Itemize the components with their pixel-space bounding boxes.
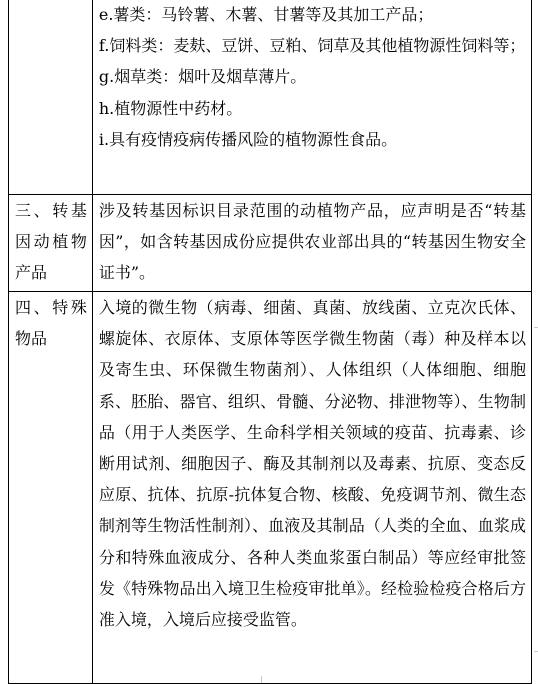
description-cell: 入境的微生物（病毒、细菌、真菌、放线菌、立克次氏体、螺旋体、衣原体、支原体等医学微生物菌（毒）种及样本以及寄生虫、环保微生物菌剂）、人体组织（人体细胞、细胞系、胚胎、器官、组织、骨髓、分泌物、排泄物等）、生物制品（用于人类医学、生命科学相关领域的疫苗、抗毒素、诊断用试剂、细胞因子、酶及其制剂以及毒素、抗原、变态反应原、抗体、抗原-抗体复合物、核酸、免疫调节剂、微生态制剂等生物活性制剂）、血液及其制品（人类的全血、血浆成分和特殊血液成分、各种人类血浆蛋白制品）等应经审批签发《特殊物品出入境卫生检疫审批单》。经检验检疫合格后方准入境，入境后应接受监管。 <box>92 292 531 684</box>
table-row <box>9 292 532 684</box>
list-item: h.植物源性中药材。 <box>98 98 243 118</box>
page-edge-mark <box>534 327 538 328</box>
table-row <box>9 195 532 292</box>
category-cell: 四、特殊物品 <box>9 292 93 684</box>
list-item: g.烟草类：烟叶及烟草薄片。 <box>98 67 307 87</box>
page-edge-mark <box>534 651 538 652</box>
inspection-category-table <box>8 0 532 684</box>
plant-product-items-cell <box>92 0 531 195</box>
list-item: f.饲料类：麦麸、豆饼、豆粕、饲草及其他植物源性饲料等； <box>98 36 526 56</box>
table-row <box>9 0 532 195</box>
category-cell-empty <box>9 0 93 195</box>
category-cell: 三、转基因动植物产品 <box>9 195 93 292</box>
list-item: i.具有疫情疫病传播风险的植物源性食品。 <box>98 129 398 149</box>
description-cell: 涉及转基因标识目录范围的动植物产品，应声明是否“转基因”，如含转基因成份应提供农业部出具的“转基因生物安全证书”。 <box>92 195 531 292</box>
list-item: e.薯类：马铃薯、木薯、甘薯等及其加工产品； <box>98 5 434 24</box>
page-edge-mark <box>261 676 262 683</box>
